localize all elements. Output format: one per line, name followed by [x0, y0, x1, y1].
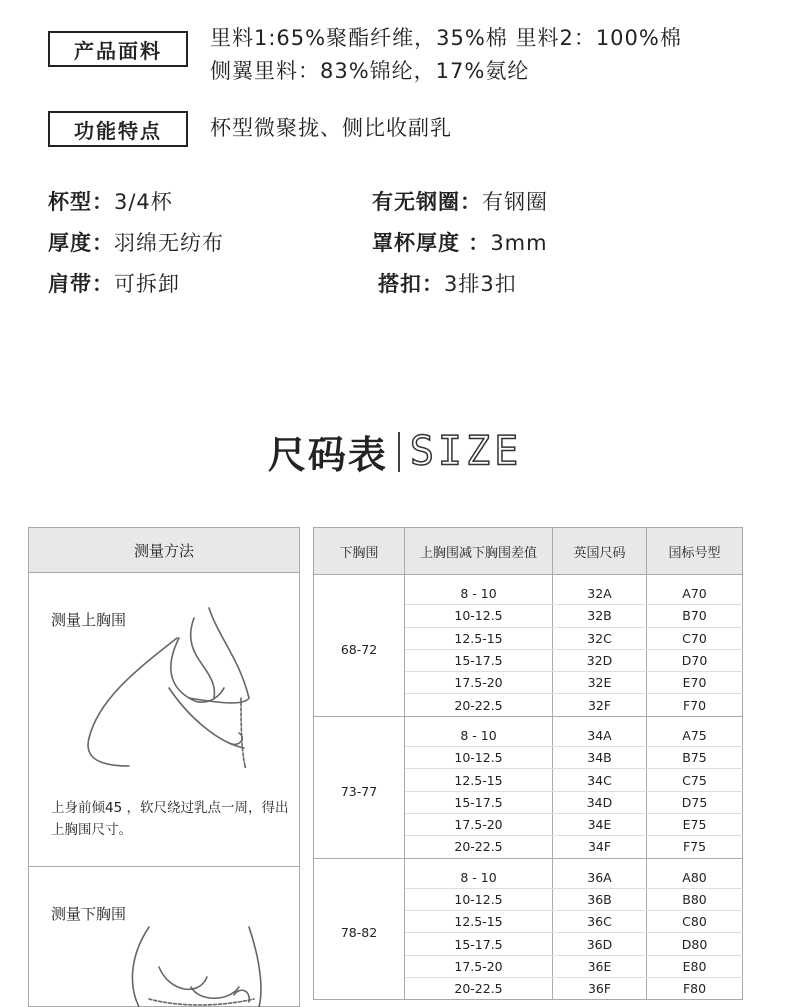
difference-cell: 12.5-15 — [405, 911, 553, 933]
difference-cell: 20-22.5 — [405, 978, 553, 1000]
uk-size-cell: 36E — [553, 955, 647, 977]
difference-cell: 10-12.5 — [405, 605, 553, 627]
table-row — [314, 716, 743, 746]
uk-size-cell: 36B — [553, 888, 647, 910]
fabric-line-2: 侧翼里料：83%锦纶，17%氨纶 — [210, 59, 530, 83]
difference-cell: 17.5-20 — [405, 672, 553, 694]
uk-size-cell: 32F — [553, 694, 647, 716]
cn-size-cell: A75 — [647, 716, 743, 746]
col-header-cn-size: 国标号型 — [647, 528, 743, 575]
uk-size-cell: 32E — [553, 672, 647, 694]
size-table — [313, 527, 743, 1000]
size-title-cn: 尺码表 — [267, 433, 388, 477]
uk-size-cell: 34B — [553, 747, 647, 769]
spec-cup-thickness: 罩杯厚度 ：3mm — [372, 231, 548, 255]
cn-size-cell: B75 — [647, 747, 743, 769]
difference-cell: 12.5-15 — [405, 627, 553, 649]
cn-size-cell: A80 — [647, 858, 743, 888]
feature-label: 功能特点 — [48, 111, 188, 147]
spec-strap: 肩带：可拆卸 — [48, 272, 180, 296]
difference-cell: 15-17.5 — [405, 933, 553, 955]
size-table-header — [314, 528, 743, 575]
uk-size-cell: 34E — [553, 813, 647, 835]
uk-size-cell: 34F — [553, 836, 647, 858]
table-row — [314, 858, 743, 888]
cn-size-cell: F80 — [647, 978, 743, 1000]
measure-lower-cell — [28, 867, 300, 1007]
fabric-line-1: 里料1:65%聚酯纤维，35%棉 里料2：100%棉 — [210, 26, 682, 50]
difference-cell: 20-22.5 — [405, 694, 553, 716]
cn-size-cell: E70 — [647, 672, 743, 694]
underbust-cell: 73-77 — [314, 716, 405, 858]
difference-cell: 20-22.5 — [405, 836, 553, 858]
cn-size-cell: C70 — [647, 627, 743, 649]
difference-cell: 12.5-15 — [405, 769, 553, 791]
cn-size-cell: F75 — [647, 836, 743, 858]
cn-size-cell: F70 — [647, 694, 743, 716]
uk-size-cell: 32C — [553, 627, 647, 649]
upper-bust-illustration — [69, 598, 269, 768]
uk-size-cell: 36D — [553, 933, 647, 955]
fabric-value — [210, 22, 682, 88]
uk-size-cell: 36C — [553, 911, 647, 933]
size-chart-title — [0, 424, 790, 479]
cn-size-cell: C75 — [647, 769, 743, 791]
difference-cell: 17.5-20 — [405, 813, 553, 835]
cn-size-cell: D70 — [647, 649, 743, 671]
title-divider — [398, 432, 400, 472]
uk-size-cell: 32D — [553, 649, 647, 671]
spec-cup-type: 杯型：3/4杯 — [48, 190, 173, 214]
difference-cell: 8 - 10 — [405, 575, 553, 605]
size-table-body — [314, 575, 743, 1000]
uk-size-cell: 34D — [553, 791, 647, 813]
measure-upper-cell — [28, 573, 300, 867]
uk-size-cell: 34C — [553, 769, 647, 791]
cn-size-cell: B70 — [647, 605, 743, 627]
difference-cell: 15-17.5 — [405, 791, 553, 813]
cn-size-cell: D75 — [647, 791, 743, 813]
difference-cell: 17.5-20 — [405, 955, 553, 977]
measure-upper-title: 测量上胸围 — [51, 611, 127, 629]
measure-header: 测量方法 — [28, 527, 300, 573]
difference-cell: 10-12.5 — [405, 888, 553, 910]
uk-size-cell: 36F — [553, 978, 647, 1000]
underbust-cell: 78-82 — [314, 858, 405, 1000]
cn-size-cell: E80 — [647, 955, 743, 977]
uk-size-cell: 34A — [553, 716, 647, 746]
difference-cell: 10-12.5 — [405, 747, 553, 769]
difference-cell: 8 - 10 — [405, 858, 553, 888]
col-header-underbust: 下胸围 — [314, 528, 405, 575]
cn-size-cell: C80 — [647, 911, 743, 933]
feature-value: 杯型微聚拢、侧比收副乳 — [210, 116, 452, 140]
cn-size-cell: A70 — [647, 575, 743, 605]
measure-upper-desc: 上身前倾45 ，软尺绕过乳点一周，得出上胸围尺寸。 — [51, 800, 289, 838]
difference-cell: 8 - 10 — [405, 716, 553, 746]
cn-size-cell: D80 — [647, 933, 743, 955]
spec-underwire: 有无钢圈：有钢圈 — [372, 190, 548, 214]
size-title-en: SIZE — [409, 428, 523, 475]
underbust-cell: 68-72 — [314, 575, 405, 717]
uk-size-cell: 32B — [553, 605, 647, 627]
fabric-label: 产品面料 — [48, 31, 188, 67]
col-header-uk-size: 英国尺码 — [553, 528, 647, 575]
col-header-difference: 上胸围减下胸围差值 — [405, 528, 553, 575]
difference-cell: 15-17.5 — [405, 649, 553, 671]
cn-size-cell: B80 — [647, 888, 743, 910]
cn-size-cell: E75 — [647, 813, 743, 835]
spec-hook: 搭扣：3排3扣 — [378, 272, 517, 296]
uk-size-cell: 32A — [553, 575, 647, 605]
table-row — [314, 575, 743, 605]
uk-size-cell: 36A — [553, 858, 647, 888]
measure-lower-title: 测量下胸围 — [51, 905, 127, 923]
under-bust-illustration — [89, 907, 289, 1007]
spec-thickness: 厚度：羽绵无纺布 — [48, 231, 224, 255]
